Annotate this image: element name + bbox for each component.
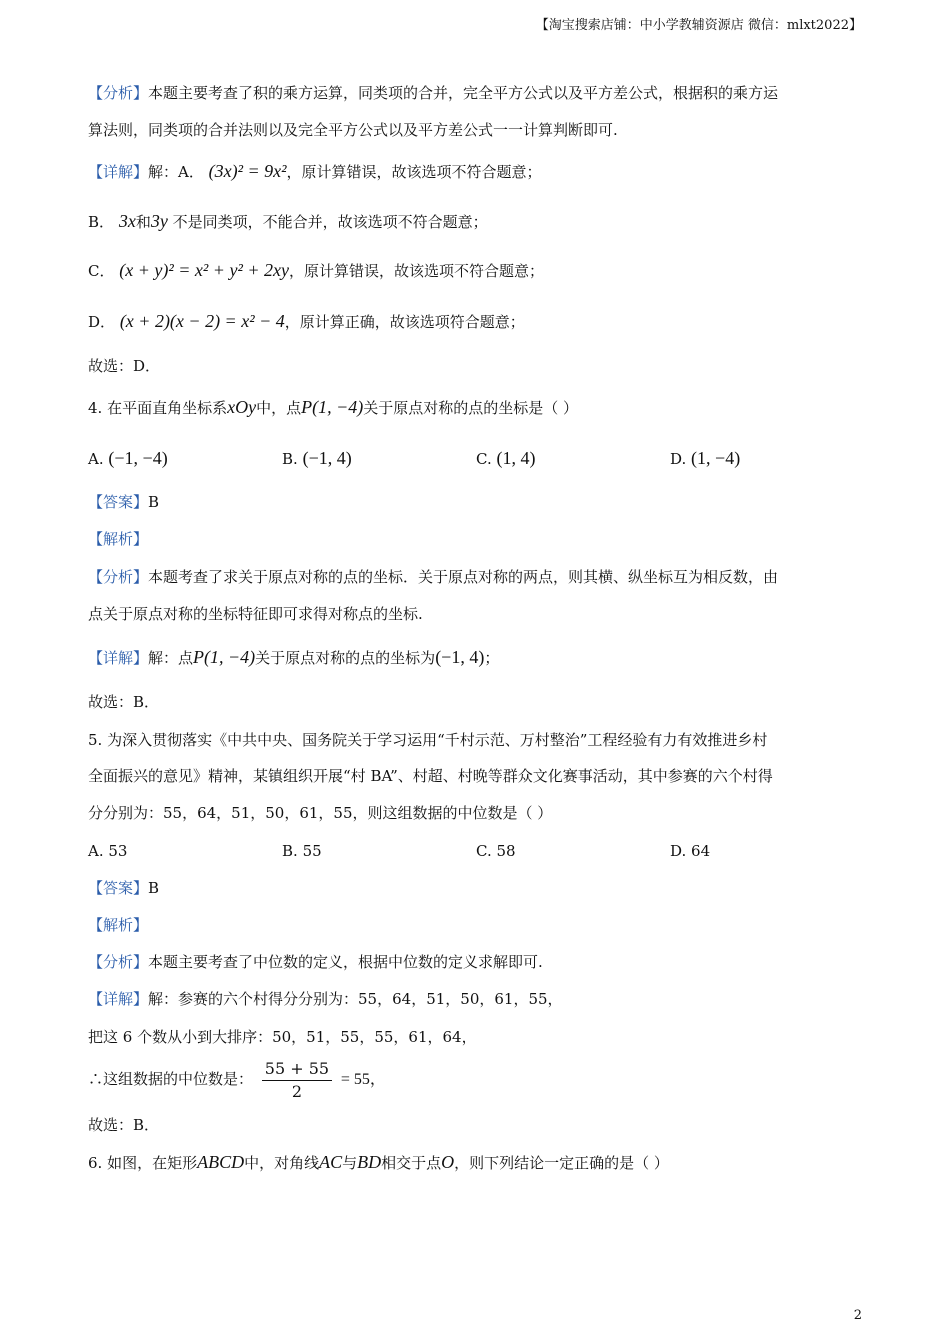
q3-analysis-line2: 算法则，同类项的合并法则以及完全平方公式以及平方差公式一一计算判断即可. <box>88 121 618 139</box>
q4-point: P(1, −4) <box>301 397 364 417</box>
q4-analysis-line1: 【分析】本题考查了求关于原点对称的点的坐标．关于原点对称的两点，则其横、纵坐标互为相反数，由 <box>88 568 779 586</box>
q5-analysis: 【分析】本题主要考查了中位数的定义，根据中位数的定义求解即可. <box>88 953 543 971</box>
q5-detail-line3: ∴这组数据的中位数是： $\frac{55 + 55}{2}$ = 55， <box>88 1058 386 1101</box>
q3-detail-b: B． 3x和3y 不是同类项，不能合并，故该选项不符合题意； <box>88 211 488 231</box>
q3-detail-a: 【详解】解：A． (3x)² = 9x²，原计算错误，故该选项不符合题意； <box>88 161 542 181</box>
q4-option-c[interactable]: C. (1, 4) <box>476 448 536 468</box>
q5-option-b[interactable]: B. 55 <box>282 842 322 860</box>
q4-conclusion: 故选：B． <box>88 693 160 711</box>
q3-conclusion: 故选：D． <box>88 357 161 375</box>
q5-answer: 【答案】B <box>88 879 160 897</box>
q5-stem-line3: 分分别为：55，64，51，50，61，55，则这组数据的中位数是（ ） <box>88 804 553 822</box>
q4-stem: 4. 在平面直角坐标系xOy中，点P(1, −4)关于原点对称的点的坐标是（ ） <box>88 397 579 417</box>
q3-detail-c: C． (x + y)² = x² + y² + 2xy，原计算错误，故该选项不符合题意； <box>88 260 544 280</box>
q5-detail-line2: 把这 6 个数从小到大排序：50，51，55，55，61，64， <box>88 1028 477 1046</box>
q3-d-formula: (x + 2)(x − 2) = x² − 4 <box>119 311 285 331</box>
q3-analysis-line1: 【分析】本题主要考查了积的乘方运算，同类项的合并，完全平方公式以及平方差公式，根据积的乘方运 <box>88 84 779 102</box>
q5-stem-line1: 5. 为深入贯彻落实《中共中央、国务院关于学习运用“千村示范、万村整治”工程经验有力有效推进乡村 <box>88 731 768 749</box>
q4-option-d[interactable]: D. (1, −4) <box>670 448 741 468</box>
q5-jiexi-tag: 【解析】 <box>88 916 149 934</box>
analysis-tag: 【分析】 <box>88 84 149 102</box>
median-fraction: $\frac{55 + 55}{2}$ <box>262 1058 332 1103</box>
q4-jiexi-tag: 【解析】 <box>88 530 149 548</box>
q5-option-c[interactable]: C. 58 <box>476 842 516 860</box>
q3-detail-d: D． (x + 2)(x − 2) = x² − 4，原计算正确，故该选项符合题意； <box>88 311 525 331</box>
q4-option-a[interactable]: A. (−1, −4) <box>88 448 168 468</box>
q3-c-formula: (x + y)² = x² + y² + 2xy <box>119 260 289 280</box>
page-number: 2 <box>853 1308 862 1323</box>
page-header: 【淘宝搜索店铺：中小学教辅资源店 微信：mlxt2022】 <box>535 18 862 33</box>
detail-tag: 【详解】 <box>88 163 149 181</box>
q5-option-d[interactable]: D. 64 <box>670 842 711 860</box>
q4-answer: 【答案】B <box>88 493 160 511</box>
q4-analysis-line2: 点关于原点对称的坐标特征即可求得对称点的坐标. <box>88 605 423 623</box>
q4-detail: 【详解】解：点P(1, −4)关于原点对称的点的坐标为(−1, 4)； <box>88 647 500 667</box>
q6-stem: 6. 如图，在矩形ABCD中，对角线AC与BD相交于点O，则下列结论一定正确的是（ ） <box>88 1152 669 1172</box>
q5-option-a[interactable]: A. 53 <box>88 842 128 860</box>
q4-option-b[interactable]: B. (−1, 4) <box>282 448 352 468</box>
q5-stem-line2: 全面振兴的意见》精神，某镇组织开展“村 BA”、村超、村晚等群众文化赛事活动，其中参赛的六个村得 <box>88 767 773 785</box>
q5-conclusion: 故选：B． <box>88 1116 160 1134</box>
q3-a-formula: (3x)² = 9x² <box>208 161 287 181</box>
q5-detail-line1: 【详解】解：参赛的六个村得分分别为：55，64，51，50，61，55， <box>88 990 563 1008</box>
